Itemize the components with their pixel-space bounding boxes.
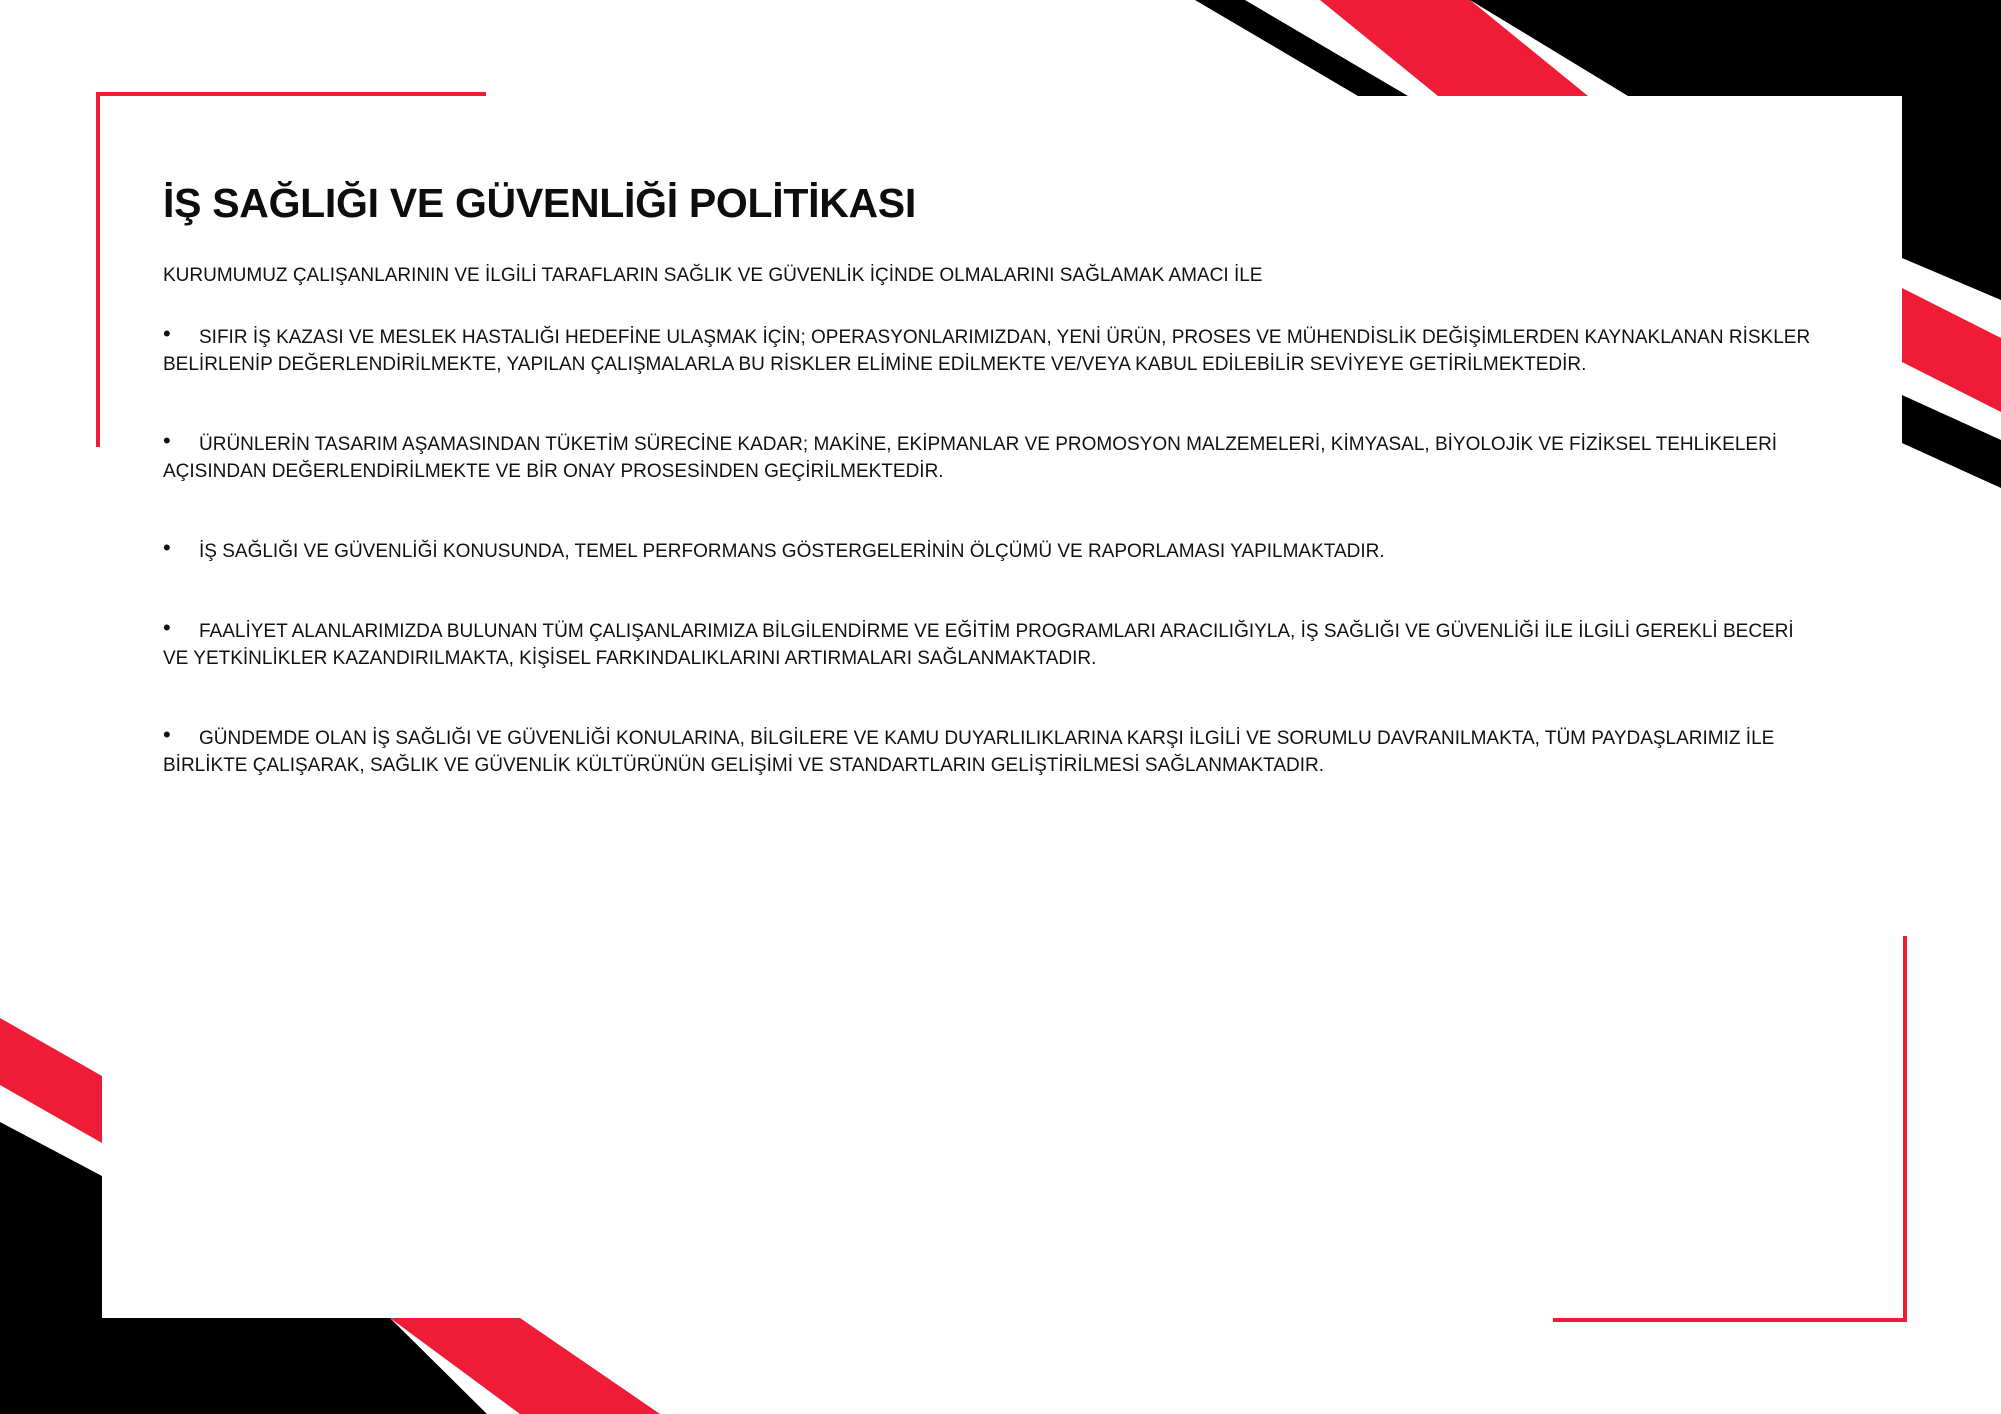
bullet-icon: • xyxy=(163,428,171,453)
bottom-left-black-block xyxy=(0,1122,487,1414)
right-black-stripe xyxy=(1902,395,2001,488)
page-title: İŞ SAĞLIĞI VE GÜVENLİĞİ POLİTİKASI xyxy=(163,180,916,226)
list-item xyxy=(163,535,1823,565)
list-item-text: İŞ SAĞLIĞI VE GÜVENLİĞİ KONUSUNDA, TEMEL PERFORMANS GÖSTERGELERİNİN ÖLÇÜMÜ VE RAPORLAMASI YAPILMAKTADIR. xyxy=(199,541,1385,562)
right-red-stripe xyxy=(1902,288,2001,412)
list-item-text: GÜNDEMDE OLAN İŞ SAĞLIĞI VE GÜVENLİĞİ KONULARINA, BİLGİLERE VE KAMU DUYARLILIKLARINA KARŞI İLGİLİ VE SORUMLU DAVRANILMAKTA, TÜM PAYDAŞLARIMIZ İLE BİRLİKTE ÇALIŞARAK, SAĞLIK VE GÜVENLİK KÜLTÜRÜNÜN GELİŞİMİ VE STANDARTLARIN GELİŞTİRİLMESİ SAĞLANMAKTADIR. xyxy=(163,728,1775,776)
list-item-text: SIFIR İŞ KAZASI VE MESLEK HASTALIĞI HEDEFİNE ULAŞMAK İÇİN; OPERASYONLARIMIZDAN, YENİ ÜRÜN, PROSES VE MÜHENDİSLİK DEĞİŞİMLERDEN KAYNAKLANAN RİSKLER BELİRLENİP DEĞERLENDİRİLMEKTE, YAPILAN ÇALIŞMALARLA BU RİSKLER ELİMİNE EDİLMEKTE VE/VEYA KABUL EDİLEBİLİR SEVİYEYE GETİRİLMEKTEDİR. xyxy=(163,327,1811,375)
policy-list xyxy=(163,321,1823,779)
list-item-text: FAALİYET ALANLARIMIZDA BULUNAN TÜM ÇALIŞANLARIMIZA BİLGİLENDİRME VE EĞİTİM PROGRAMLARI ARACILIĞIYLA, İŞ SAĞLIĞI VE GÜVENLİĞİ İLE İLGİLİ GEREKLİ BECERİ VE YETKİNLİKLER KAZANDIRILMAKTA, KİŞİSEL FARKINDALIKLARINI ARTIRMALARI SAĞLANMAKTADIR. xyxy=(163,621,1794,669)
bullet-icon: • xyxy=(163,615,171,640)
left-red-stripe xyxy=(0,1018,102,1143)
list-item-text: ÜRÜNLERİN TASARIM AŞAMASINDAN TÜKETİM SÜRECİNE KADAR; MAKİNE, EKİPMANLAR VE PROMOSYON MALZEMELERİ, KİMYASAL, BİYOLOJİK VE FİZİKSEL TEHLİKELERİ AÇISINDAN DEĞERLENDİRİLMEKTE VE BİR ONAY PROSESİNDEN GEÇİRİLMEKTEDİR. xyxy=(163,434,1778,482)
list-item xyxy=(163,321,1823,378)
list-item xyxy=(163,428,1823,485)
bullet-icon: • xyxy=(163,722,171,747)
list-item xyxy=(163,722,1823,779)
bullet-icon: • xyxy=(163,321,171,346)
bottom-right-bracket xyxy=(1553,936,1905,1320)
list-item xyxy=(163,615,1823,672)
policy-content xyxy=(163,180,1823,832)
bullet-icon: • xyxy=(163,535,171,560)
intro-text: KURUMUMUZ ÇALIŞANLARININ VE İLGİLİ TARAFLARIN SAĞLIK VE GÜVENLİK İÇİNDE OLMALARINI SAĞLAMAK AMACI İLE xyxy=(163,265,1263,286)
